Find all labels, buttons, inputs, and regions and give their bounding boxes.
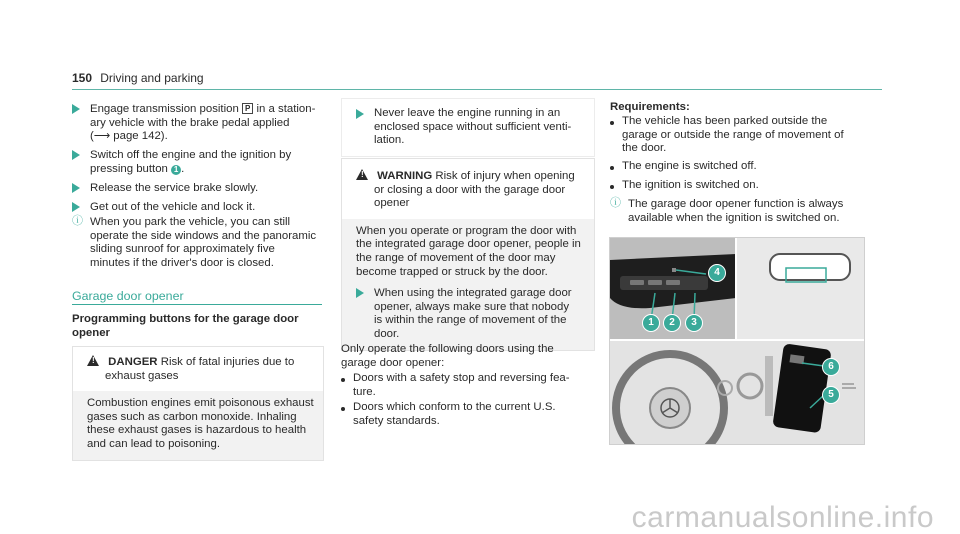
header-rule <box>72 89 882 90</box>
list-item: Doors which conform to the current U.S. safety standards. <box>341 401 556 428</box>
warning-label: WARNING <box>377 170 433 182</box>
step-arrow-icon <box>72 183 80 193</box>
watermark: carmanualsonline.info <box>631 501 934 534</box>
step-arrow-icon <box>72 202 80 212</box>
illustration-drawing <box>610 238 864 444</box>
section-title: Garage door opener <box>72 289 184 303</box>
page-header <box>72 72 204 87</box>
page-number: 150 <box>72 71 93 85</box>
note-availability: ⓘ The garage door opener function is always available when the ignition is switched on. <box>610 197 844 224</box>
step-box-engine: Never leave the engine running in an enclosed space without sufficient venti- lation. <box>341 98 595 157</box>
requirements-title: Requirements: <box>610 101 690 113</box>
page-reference-link[interactable]: page 142). <box>113 130 168 143</box>
bullet-dot-icon <box>610 185 614 189</box>
warning-triangle-icon: ! <box>87 355 99 366</box>
bullet-dot-icon <box>341 378 345 382</box>
warning-triangle-icon: ! <box>356 169 368 180</box>
list-item: The engine is switched off. <box>610 160 757 174</box>
garage-opener-illustration <box>609 237 865 445</box>
callout-1: 1 <box>642 314 660 332</box>
doors-paragraph: Only operate the following doors using the garage door opener: <box>341 343 554 369</box>
step-arrow-icon <box>72 104 80 114</box>
park-position-symbol: P <box>242 103 253 114</box>
step-switch-off-engine: Switch off the engine and the ignition by pressing button 1 . <box>72 149 291 176</box>
note-info-icon: ⓘ <box>610 197 621 209</box>
callout-3: 3 <box>685 314 703 332</box>
step-arrow-icon <box>356 288 364 298</box>
callout-badge-1: 1 <box>171 165 181 175</box>
callout-4: 4 <box>708 264 726 282</box>
step-engage-park: Engage transmission position P in a station- ary vehicle with the brake pedal applied (⟶ page 142). <box>72 103 315 144</box>
warning-box: ! WARNING Risk of injury when opening or closing a door with the garage door opener When you operate or program the door with the integrated garage door opener, people in the range of movement of the door may become trapped or struck by the door. When using the integrated garage door opener, always make sure that nobody is within the range of movement of the door. <box>341 158 595 351</box>
step-release-brake: Release the service brake slowly. <box>72 182 258 196</box>
list-item: The ignition is switched on. <box>610 179 759 193</box>
step-arrow-icon <box>72 150 80 160</box>
danger-label: DANGER <box>108 356 158 368</box>
callout-2: 2 <box>663 314 681 332</box>
section-rule <box>72 304 322 305</box>
bullet-dot-icon <box>610 121 614 125</box>
danger-box: ! DANGER Risk of fatal injuries due to exhaust gases Combustion engines emit poisonous exhaust gases such as carbon monoxide. Inhaling these exhaust gases is hazardous to health and can lead to poisoning. <box>72 346 324 461</box>
step-get-out: Get out of the vehicle and lock it. <box>72 201 255 215</box>
page-header-title: Driving and parking <box>100 71 204 85</box>
cross-reference-arrow-icon: (⟶ <box>90 130 114 143</box>
bullet-dot-icon <box>341 407 345 411</box>
callout-5: 5 <box>822 386 840 404</box>
step-arrow-icon <box>356 109 364 119</box>
subheading: Programming buttons for the garage door opener <box>72 313 299 339</box>
bullet-dot-icon <box>610 166 614 170</box>
note-info-icon: ⓘ <box>72 215 83 227</box>
list-item: Doors with a safety stop and reversing fea- ture. <box>341 372 570 399</box>
note-windows: ⓘ When you park the vehicle, you can still operate the side windows and the panoramic sliding sunroof for approximately five minutes if the driver's door is closed. <box>72 215 317 269</box>
callout-6: 6 <box>822 358 840 376</box>
list-item: The vehicle has been parked outside the garage or outside the range of movement of the door. <box>610 115 844 156</box>
